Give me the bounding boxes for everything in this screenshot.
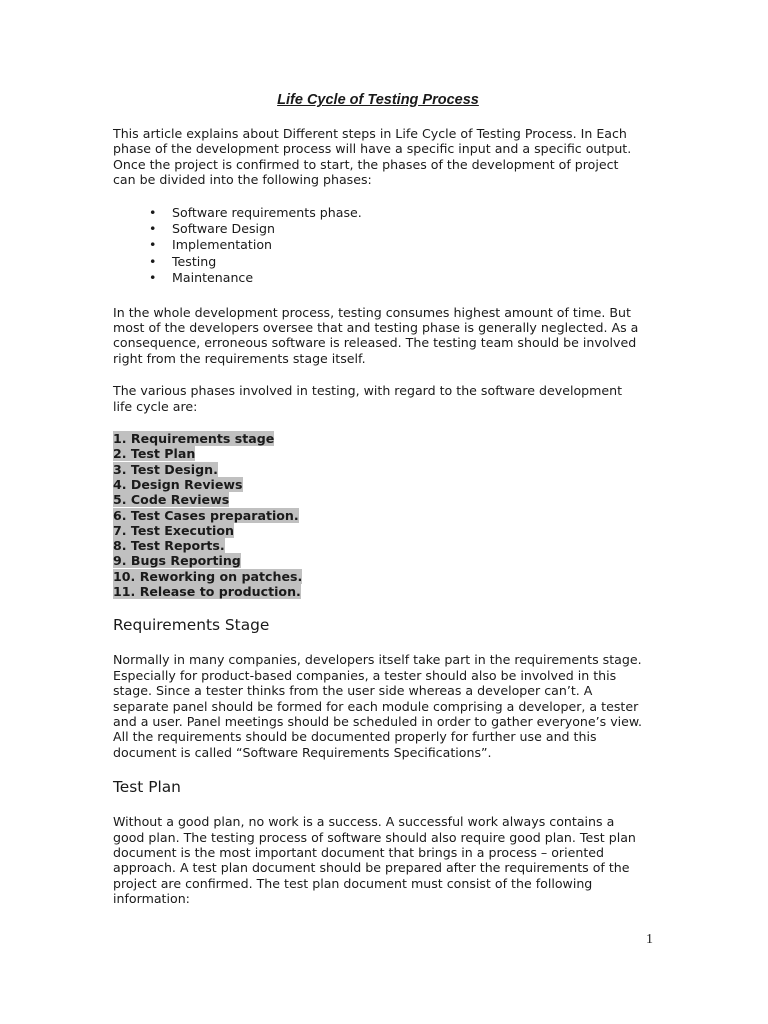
list-item: • Software Design [149,221,276,237]
step-label: 4. Design Reviews [113,476,243,492]
page-number: 1 [646,932,653,947]
list-item [113,508,643,523]
testing-steps-list [113,431,643,599]
testing-paragraph: In the whole development process, testing consumes highest amount of time. But most of the developers oversee that and testing phase is generally neglected. As a consequence, erroneous software is released. The testing team should be involved right from the requirements stage itself. [113,304,639,366]
test-plan-heading: Test Plan [113,778,181,797]
bullet-icon: • [149,237,157,253]
various-phases-paragraph: The various phases involved in testing, with regard to the software development life cycle are: [113,383,623,414]
list-item [113,492,643,507]
step-label: 6. Test Cases preparation. [113,507,299,523]
document-title: Life Cycle of Testing Process [277,92,479,108]
list-item: • Implementation [149,237,272,253]
list-item [113,538,643,553]
bullet-icon: • [149,221,157,237]
step-label: 8. Test Reports. [113,538,225,554]
list-item: • Maintenance [149,270,254,286]
list-item [113,446,643,461]
list-item [113,523,643,538]
list-item [113,584,643,599]
requirements-stage-heading: Requirements Stage [113,616,270,635]
bullet-icon: • [149,270,157,286]
bullet-icon: • [149,204,157,220]
step-label: 9. Bugs Reporting [113,553,241,569]
step-label: 5. Code Reviews [113,492,230,508]
requirements-stage-paragraph: Normally in many companies, developers itself take part in the requirements stage. Especially for product-based companies, a tester should also be involved in this stage. Since a tester thinks from the user side whereas a developer can’t. A separate panel should be formed for each module comprising a developer, a tester and a user. Panel meetings should be scheduled in order to gather everyone’s view. All the requirements should be documented properly for further use and this document is called “Software Requirements Specifications”. [113,652,643,760]
list-item [113,477,643,492]
document-body [113,91,643,924]
bullet-icon: • [149,253,157,269]
step-label: 3. Test Design. [113,461,218,477]
step-label: 10. Reworking on patches. [113,568,303,584]
step-label: 11. Release to production. [113,584,301,600]
list-item: • Testing [149,253,217,269]
intro-paragraph: This article explains about Different steps in Life Cycle of Testing Process. In Each phase of the development process will have a specific input and a specific output. Once the project is confirmed to start, the phases of the development of project can be divided into the following phases: [113,126,632,188]
step-label: 7. Test Execution [113,522,234,538]
test-plan-paragraph: Without a good plan, no work is a success. A successful work always contains a good plan. The testing process of software should also require good plan. Test plan document is the most important document that brings in a process – oriented approach. A test plan document should be prepared after the requirements of the project are confirmed. The test plan document must consist of the following information: [113,814,636,907]
list-item [113,431,643,446]
step-label: 1. Requirements stage [113,431,275,447]
list-item [113,462,643,477]
list-item [113,553,643,568]
list-item [113,569,643,584]
step-label: 2. Test Plan [113,446,196,462]
development-phases-list [113,205,643,287]
list-item: • Software requirements phase. [149,204,362,220]
